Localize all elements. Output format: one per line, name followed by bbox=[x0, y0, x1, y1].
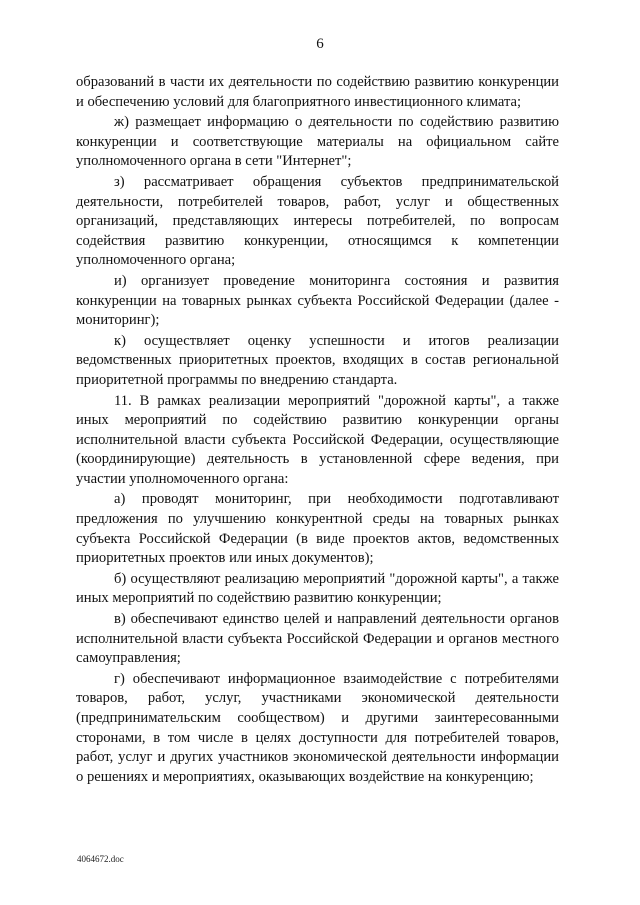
paragraph-item-a: а) проводят мониторинг, при необходимости подготавливают предложения по улучшению конкурентной среды на товарных рынках субъекта Российской Федерации (в виде проектов актов, ведомственных приоритетных проектов или иных документов); bbox=[76, 491, 559, 567]
paragraph-item-zh: ж) размещает информацию о деятельности по содействию развитию конкуренции и соответствующие материалы на официальном сайте уполномоченного органа в сети "Интернет"; bbox=[76, 114, 559, 170]
document-body bbox=[76, 73, 559, 788]
paragraph-item-g: г) обеспечивают информационное взаимодействие с потребителями товаров, работ, услуг, участниками экономической деятельности (предпринимательским сообществом) и другими заинтересованными сторонами, в том числе в целях доступности для потребителей товаров, работ, услуг и других участников экономической деятельности информации о решениях и мероприятиях, оказывающих воздействие на конкуренцию; bbox=[76, 670, 559, 785]
paragraph-item-i: и) организует проведение мониторинга состояния и развития конкуренции на товарных рынках субъекта Российской Федерации (далее - мониторинг); bbox=[76, 272, 559, 329]
paragraph-item-k: к) осуществляет оценку успешности и итогов реализации ведомственных приоритетных проектов, входящих в состав региональной приоритетной программы по внедрению стандарта. bbox=[76, 332, 559, 388]
paragraph-item-v: в) обеспечивают единство целей и направлений деятельности органов исполнительной власти субъекта Российской Федерации и органов местного самоуправления; bbox=[76, 611, 559, 667]
paragraph-section-11: 11. В рамках реализации мероприятий "дорожной карты", а также иных мероприятий по содействию развитию конкуренции органы исполнительной власти субъекта Российской Федерации, осуществляющие (координирующие) деятельность в установленной сфере ведения, при участии уполномоченного органа: bbox=[76, 392, 559, 487]
paragraph-item-z: з) рассматривает обращения субъектов предпринимательской деятельности, потребителей товаров, работ, услуг и общественных организаций, представляющих интересы потребителей, по вопросам содействия развитию конкуренции, относящимся к компетенции уполномоченного органа; bbox=[76, 173, 559, 269]
paragraph-continuation: образований в части их деятельности по содействию развитию конкуренции и обеспечению условий для благоприятного инвестиционного климата; bbox=[76, 74, 559, 110]
file-name-footer: 4064672.doc bbox=[77, 854, 124, 864]
paragraph-item-b: б) осуществляют реализацию мероприятий "дорожной карты", а также иных мероприятий по содействию развитию конкуренции; bbox=[76, 570, 559, 607]
page-number: 6 bbox=[316, 36, 324, 52]
